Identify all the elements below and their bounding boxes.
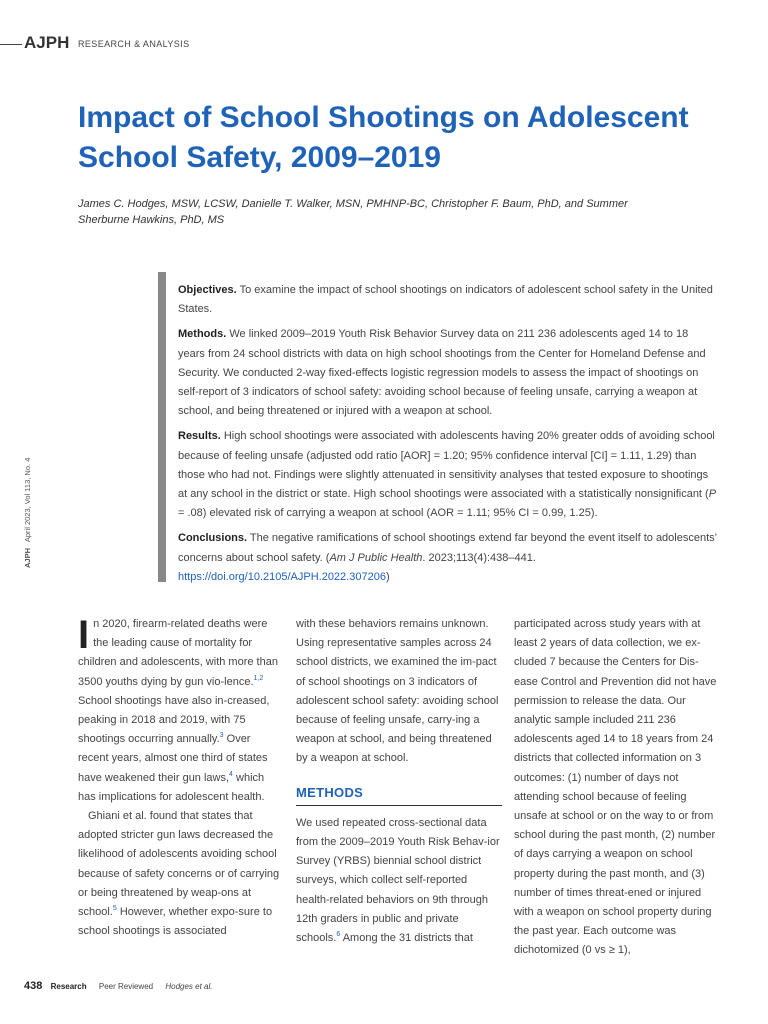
abstract (178, 281, 718, 593)
methods-text-b: Among the 31 districts that (340, 932, 473, 945)
ref-6[interactable]: 6 (336, 931, 341, 939)
methods-heading: METHODS (296, 783, 502, 806)
header-rule (0, 44, 22, 45)
col3-paragraph-1: participated across study years with at least 2 years of data collection, we ex-cluded 7 because the Centers for Dis-ease Control and Prevention did not have permission to release the data. Our analytic sample included 211 236 adolescents aged 14 to 18 years from 24 districts that collected information on 3 outcomes: (1) number of days not attending school because of feeling unsafe at school or on the way to or from school during the past month, (2) number of days carrying a weapon on school property during the past month, and (3) number of times threat-ened or injured with a weapon on school property during the past year. Each outcome was dichotomized (0 vs ≥ 1), (514, 618, 717, 957)
citation-rest: . 2023;113(4):438–441. (422, 551, 536, 564)
results-p: P (708, 488, 717, 501)
page-number: 438 (24, 980, 43, 992)
results-label: Results. (178, 430, 221, 443)
intro-text-d: which has implications for adolescent health. (78, 771, 265, 803)
intro-paragraph-1 (78, 615, 284, 807)
article-title: Impact of School Shootings on Adolescent School Safety, 2009–2019 (78, 101, 689, 174)
footer-peer-reviewed: Peer Reviewed (98, 982, 154, 991)
body-column-3 (514, 615, 720, 961)
body-column-2 (296, 615, 502, 948)
results-text-2: = .08) elevated risk of carrying a weapon at school (AOR = 1.11; 95% CI = 0.99, 1.25). (178, 507, 598, 520)
abstract-objectives (178, 281, 718, 319)
side-issue-info (23, 458, 32, 568)
objectives-text: To examine the impact of school shootings on indicators of adolescent school safety in the United States. (178, 284, 713, 316)
methods-paragraph-1 (296, 814, 502, 948)
ref-3[interactable]: 3 (219, 732, 224, 740)
section-label: RESEARCH & ANALYSIS (78, 39, 190, 49)
conclusions-text: The negative ramifications of school shootings extend far beyond the event itself to adolescents’ concerns about school safety. ( (178, 532, 717, 564)
abstract-methods (178, 325, 718, 421)
methods-text: We linked 2009–2019 Youth Risk Behavior Survey data on 211 236 adolescents aged 14 to 18 years from 24 school districts with data on high school shootings from the Center for Homeland Defense and Security. We conducted 2-way fixed-effects logistic regression models to assess the impact of shootings on self-report of 3 indicators of school safety: avoiding school because of feeling unsafe, carrying a weapon at school, and being threatened or injured with a weapon at school. (178, 328, 706, 418)
objectives-label: Objectives. (178, 284, 237, 296)
ref-1-2[interactable]: 1,2 (253, 674, 264, 682)
body-column-1 (78, 615, 284, 941)
citation-journal: Am J Public Health (329, 551, 423, 564)
abstract-bar (158, 272, 166, 582)
intro-paragraph-2 (78, 807, 284, 941)
doi-link[interactable]: https://doi.org/10.2105/AJPH.2022.307206 (178, 570, 386, 583)
footer-section: Research (50, 982, 87, 991)
conclusions-label: Conclusions. (178, 532, 248, 545)
results-text-1: High school shootings were associated with adolescents having 20% greater odds of avoiding school because of feeling unsafe (adjusted odd ratio [AOR] = 1.20; 95% confidence interval [CI] = 1.11, 1.29) than those who had not. Findings were slightly attenuated in sensitivity analyses that tested exposure to shootings at any school in the district or state. High school shootings were associated with a statistically nonsignificant ( (178, 430, 715, 501)
methods-text-a: We used repeated cross-sectional data from the 2009–2019 Youth Risk Behav-ior Survey (YRBS) biennial school district surveys, which collect self-reported health-related behaviors on 9th through 12th graders in public and private schools. (296, 816, 500, 945)
col2-paragraph-1: with these behaviors remains unknown. Using representative samples across 24 school districts, we examined the im-pact of school shootings on 3 indicators of adolescent school safety: avoiding school because of feeling unsafe, carry-ing a weapon at school, and being threatened by a weapon at school. (296, 618, 499, 765)
abstract-results (178, 427, 718, 523)
intro2-text-b: However, whether expo-sure to school shootings is associated (78, 906, 273, 938)
methods-label: Methods. (178, 328, 227, 341)
ref-4[interactable]: 4 (229, 770, 233, 778)
abstract-conclusions (178, 529, 718, 587)
citation-close: ) (385, 570, 390, 583)
drop-cap: I (78, 613, 90, 657)
author-list: James C. Hodges, MSW, LCSW, Danielle T. Walker, MSN, PMHNP-BC, Christopher F. Baum, PhD, and Summer Sherburne Hawkins, PhD, MS (78, 198, 628, 226)
intro-text-a: n 2020, firearm-related deaths were the leading cause of mortality for children and adolescents, with more than 3500 youths dying by gun vio-lence. (78, 618, 278, 688)
footer-author: Hodges et al. (165, 982, 213, 991)
journal-logo: AJPH (24, 33, 70, 52)
intro2-text-a: Ghiani et al. found that states that adopted stricter gun laws decreased the likelihood of adolescents avoiding school because of safety concerns or of carrying or being threatened by weap-ons at school. (78, 810, 280, 919)
intro-text-b: School shootings have also in-creased, peaking in 2018 and 2019, with 75 shootings occurring annually. (78, 694, 270, 746)
side-issue: April 2023, Vol 113, No. 4 (23, 457, 32, 543)
side-journal: AJPH (23, 547, 32, 568)
page-footer (24, 980, 212, 992)
intro-text-c: Over recent years, almost one third of states have weakened their gun laws, (78, 733, 268, 784)
ref-5[interactable]: 5 (112, 905, 117, 913)
